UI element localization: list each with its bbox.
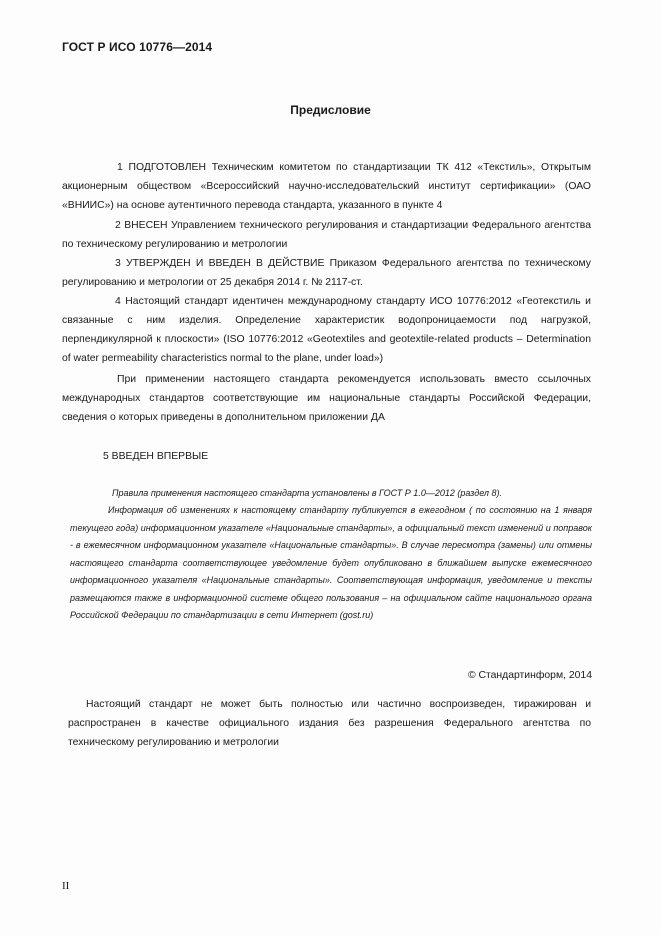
document-header: ГОСТ Р ИСО 10776—2014 <box>62 40 213 54</box>
clause-reference-note: При применении настоящего стандарта рекомендуется использовать вместо ссылочных международных стандартов соответствующие им национальные стандарты Российской Федерации, сведения о которых приведены в дополнительном приложении ДА <box>62 374 591 423</box>
copyright: © Стандартинформ, 2014 <box>467 670 592 681</box>
page-number: II <box>62 880 70 892</box>
note-rules: Правила применения настоящего стандарта установлены в ГОСТ Р 1.0—2012 (раздел 8). <box>112 488 502 498</box>
clause-2: 2 ВНЕСЕН Управлением технического регулирования и стандартизации Федерального агентства по техническому регулированию и метрологии <box>62 220 591 250</box>
page-title: Предисловие <box>290 103 371 117</box>
clause-1: 1 ПОДГОТОВЛЕН Техническим комитетом по стандартизации ТК 412 «Текстиль», Открытым акционерным обществом «Всероссийский научно-исследовательский институт сертификации» (ОАО «ВНИИС») на основе аутентичного перевода стандарта, указанного в пункте 4 <box>62 162 591 211</box>
clause-4: 4 Настоящий стандарт идентичен международному стандарту ИСО 10776:2012 «Геотекстиль и связанные с ним изделия. Определение характеристик водопроницаемости под нагрузкой, перпендикулярной к плоскости» (ISO 10776:2012 «Geotextiles and geotextile-related products – Determination of water permeability characteristics normal to the plane, under load») <box>62 296 591 364</box>
note-amendments: Информация об изменениях к настоящему стандарту публикуется в ежегодном ( по состоянию на 1 января текущего года) информационном указателе «Национальные стандарты», а официальный текст изменений и поправок - в ежемесячном информационном указателе «Национальные стандарты». В случае пересмотра (замены) или отмены настоящего стандарта соответствующее уведомление будет опубликовано в ближайшем выпуске ежемесячного информационного указателя «Национальные стандарты». Соответствующая информация, уведомление и тексты размещаются также в информационной системе общего пользования – на официальном сайте национального органа Российской Федерации по стандартизации в сети Интернет (gost.ru) <box>70 505 592 620</box>
clause-3: 3 УТВЕРЖДЕН И ВВЕДЕН В ДЕЙСТВИЕ Приказом Федерального агентства по техническому регулированию и метрологии от 25 декабря 2014 г. № 2117-ст. <box>62 258 591 288</box>
legal-notice: Настоящий стандарт не может быть полностью или частично воспроизведен, тиражирован и распространен в качестве официального издания без разрешения Федерального агентства по техническому регулированию и метрологии <box>68 699 591 748</box>
clause-5: 5 ВВЕДЕН ВПЕРВЫЕ <box>103 451 209 462</box>
